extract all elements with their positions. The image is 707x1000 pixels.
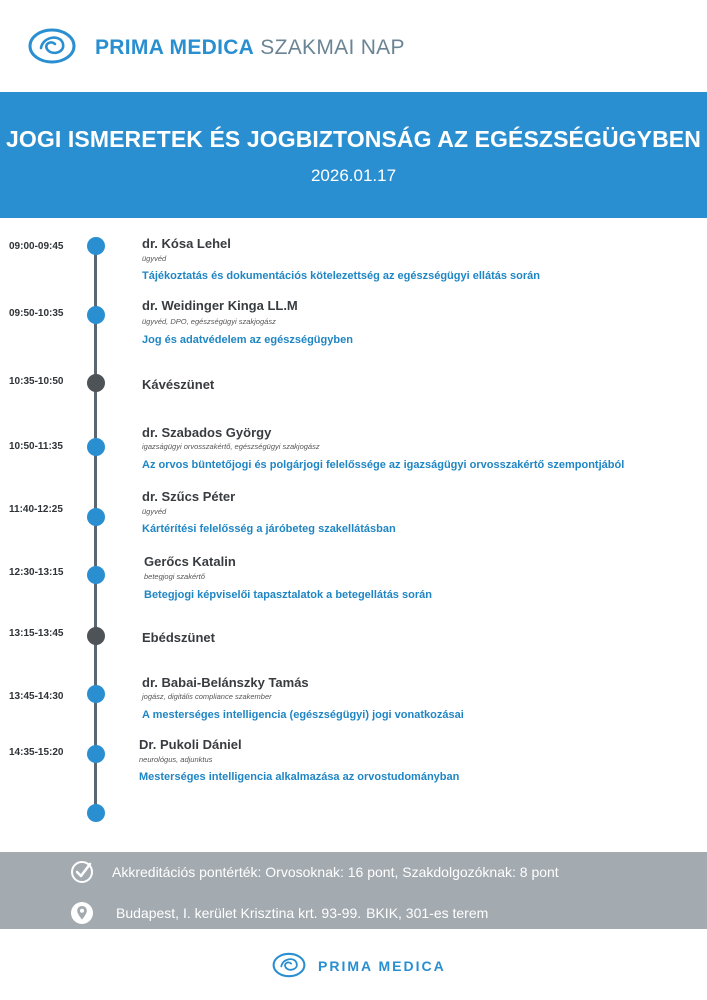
talk-topic: Betegjogi képviselői tapasztalatok a betegellátás során: [144, 589, 432, 601]
speaker-role: ügyvéd: [142, 507, 167, 516]
time-slot: 10:50-11:35: [9, 441, 63, 452]
coffee-break: Kávészünet: [142, 377, 215, 392]
brand-light: SZAKMAI NAP: [260, 36, 405, 59]
location-pin-icon: [70, 901, 94, 925]
time-slot: 09:00-09:45: [9, 241, 64, 252]
brand-bold: PRIMA MEDICA: [95, 36, 255, 59]
title-band: [0, 92, 707, 218]
speaker-name: Dr. Pukoli Dániel: [139, 737, 242, 752]
timeline-line: [94, 246, 97, 813]
time-slot: 12:30-13:15: [9, 567, 64, 578]
footer-logo-icon: [270, 951, 308, 979]
timeline-dot: [87, 566, 105, 584]
timeline-dot: [87, 237, 105, 255]
talk-topic: Tájékoztatás és dokumentációs kötelezettség az egészségügyi ellátás során: [142, 270, 540, 282]
time-slot: 13:45-14:30: [9, 691, 64, 702]
speaker-role: betegjogi szakértő: [144, 572, 205, 581]
time-slot: 11:40-12:25: [9, 504, 63, 515]
time-slot: 09:50-10:35: [9, 308, 64, 319]
footer-brand: PRIMA MEDICA: [318, 958, 446, 974]
speaker-name: Gerőcs Katalin: [144, 554, 236, 569]
talk-topic: Mesterséges intelligencia alkalmazása az orvostudományban: [139, 771, 460, 783]
speaker-role: igazságügyi orvosszakértő, egészségügyi szakjogász: [142, 442, 320, 451]
timeline-dot: [87, 508, 105, 526]
timeline-dot: [87, 745, 105, 763]
timeline-end-dot: [87, 804, 105, 822]
speaker-role: jogász, digitális compliance szakember: [142, 692, 272, 701]
speaker-name: dr. Szabados György: [142, 425, 272, 440]
lunch-break: Ebédszünet: [142, 630, 215, 645]
timeline-dot: [87, 438, 105, 456]
time-slot: 14:35-15:20: [9, 747, 64, 758]
event-date: 2026.01.17: [310, 166, 397, 185]
speaker-role: ügyvéd: [142, 254, 167, 263]
time-slot: 13:15-13:45: [9, 628, 64, 639]
speaker-name: dr. Babai-Belánszky Tamás: [142, 675, 309, 690]
talk-topic: Kártérítési felelősség a járóbeteg szakellátásban: [142, 523, 396, 535]
timeline-dot-break: [87, 627, 105, 645]
accreditation-row: [112, 860, 559, 884]
check-circle-icon: [70, 860, 94, 884]
speaker-role: ügyvéd, DPO, egészségügyi szakjogász: [142, 317, 276, 326]
address-row: [116, 901, 488, 925]
prima-medica-logo-icon: [27, 26, 77, 66]
address-text: Budapest, I. kerület Krisztina krt. 93-99.: [116, 905, 362, 921]
speaker-name: dr. Kósa Lehel: [142, 236, 231, 251]
page-title: JOGI ISMERETEK ÉS JOGBIZTONSÁG AZ EGÉSZSÉGÜGYBEN: [6, 126, 701, 152]
timeline-dot: [87, 306, 105, 324]
time-slot: 10:35-10:50: [9, 376, 64, 387]
speaker-name: dr. Weidinger Kinga LL.M: [142, 298, 298, 313]
speaker-name: dr. Szűcs Péter: [142, 489, 236, 504]
brand-title: [95, 36, 405, 60]
talk-topic: A mesterséges intelligencia (egészségügyi) jogi vonatkozásai: [142, 709, 464, 721]
timeline-dot-break: [87, 374, 105, 392]
talk-topic: Jog és adatvédelem az egészségügyben: [142, 334, 353, 346]
speaker-role: neurológus, adjunktus: [139, 755, 213, 764]
venue-text: BKIK, 301-es terem: [366, 905, 489, 921]
timeline-dot: [87, 685, 105, 703]
talk-topic: Az orvos büntetőjogi és polgárjogi felelőssége az igazságügyi orvosszakértő szempontjából: [142, 459, 625, 471]
accreditation-text: Akkreditációs pontérték: Orvosoknak: 16 pont, Szakdolgozóknak: 8 pont: [112, 864, 559, 880]
